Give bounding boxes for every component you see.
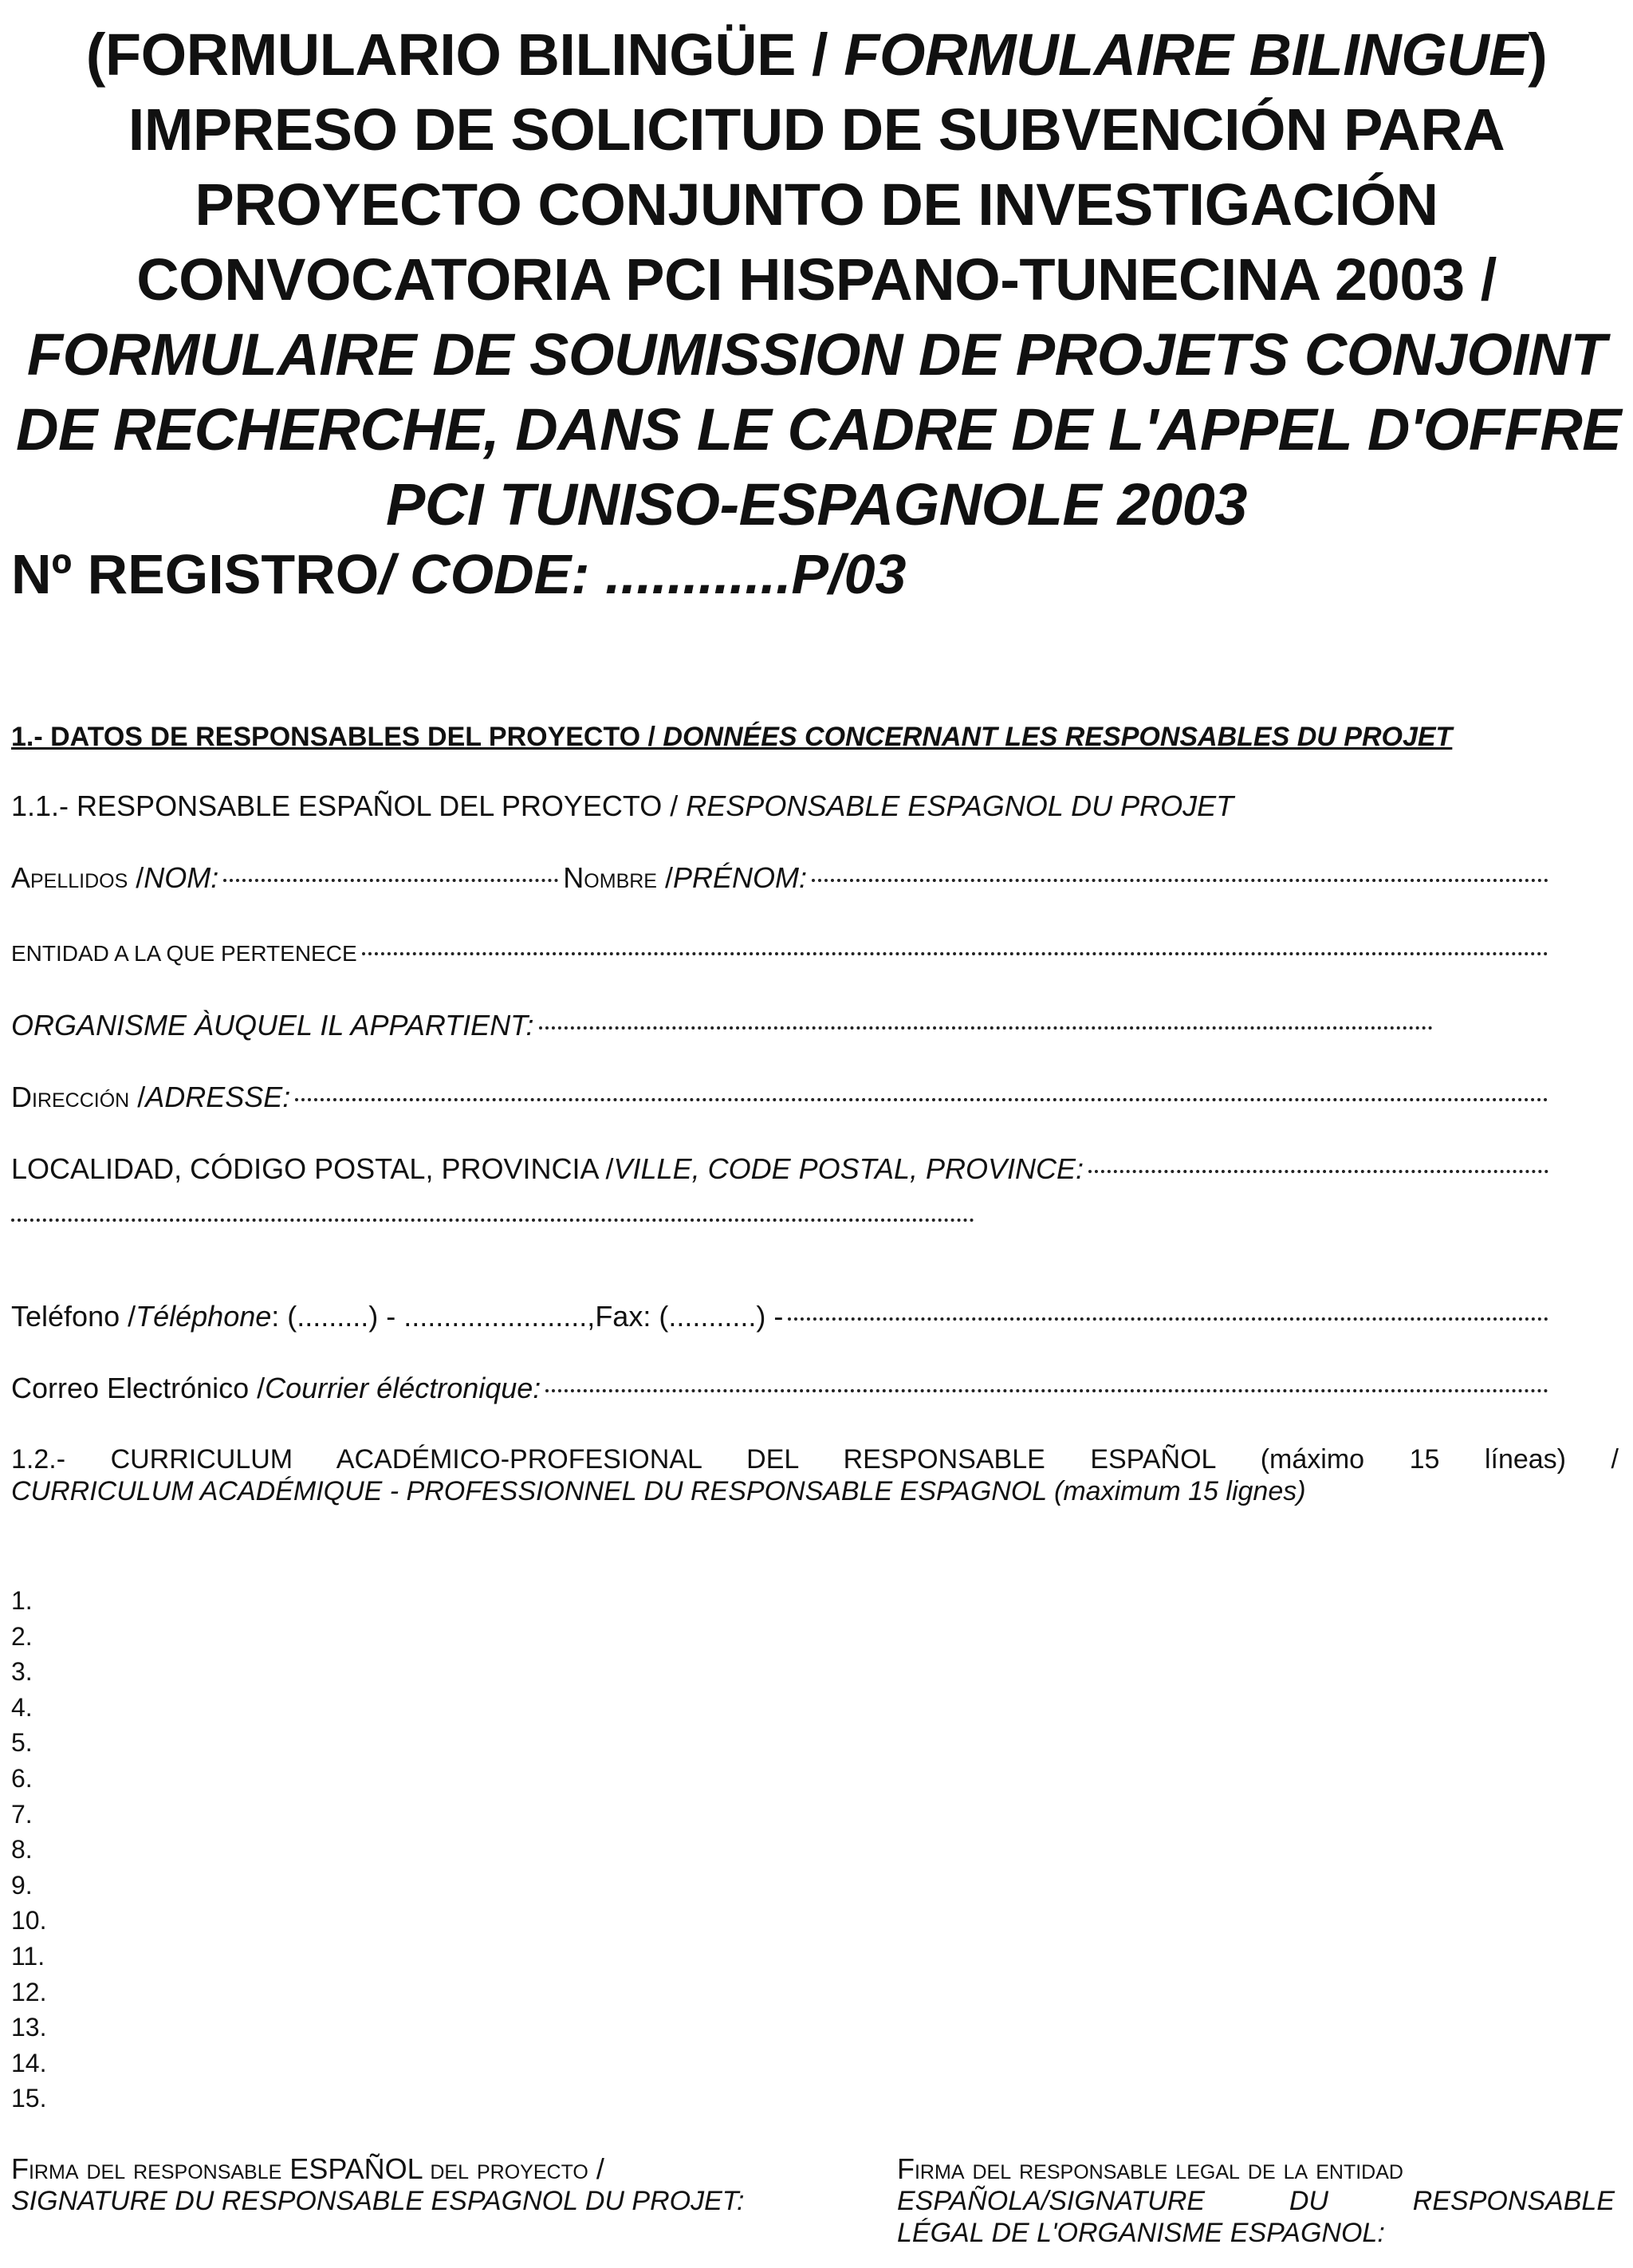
locality-field[interactable]	[1088, 1170, 1548, 1173]
organisme-row	[11, 1009, 1438, 1042]
signature-right-fr-1: ESPAÑOLA/SIGNATURE DU RESPONSABLE	[897, 2186, 1615, 2216]
phone-label-fr: Téléphone	[136, 1300, 272, 1333]
cv-line-number[interactable]: 7.	[11, 1799, 33, 1829]
address-row	[11, 1081, 1553, 1114]
signature-left-es: Firma del responsable ESPAÑOL del proyecto /	[11, 2152, 604, 2185]
signature-left-fr: SIGNATURE DU RESPONSABLE ESPAGNOL DU PROJET:	[11, 2186, 745, 2216]
cv-line-number[interactable]: 2.	[11, 1621, 33, 1651]
cv-line-number[interactable]: 5.	[11, 1728, 33, 1758]
signature-right-fr-2: LÉGAL DE L'ORGANISME ESPAGNOL:	[897, 2218, 1385, 2248]
locality-row	[11, 1152, 1553, 1186]
signature-legal-rep	[897, 2153, 1615, 2249]
title-line-4: CONVOCATORIA PCI HISPANO-TUNECINA 2003 /	[136, 246, 1497, 313]
title-line-7: PCI TUNISO-ESPAGNOLE 2003	[386, 471, 1247, 537]
fax-field[interactable]	[788, 1317, 1548, 1321]
cv-line-number[interactable]: 9.	[11, 1870, 33, 1900]
first-name-label-fr: PRÉNOM:	[672, 861, 807, 894]
registry-label-fr: / CODE: ............P/03	[379, 543, 907, 605]
surname-label-fr: NOM:	[144, 861, 219, 894]
signature-right-es: Firma del responsable legal de la entidad	[897, 2152, 1403, 2185]
locality-label-fr: VILLE, CODE POSTAL, PROVINCE:	[613, 1152, 1084, 1185]
cv-line-number[interactable]: 8.	[11, 1835, 33, 1864]
cv-line-number[interactable]: 6.	[11, 1763, 33, 1793]
locality-field-continued[interactable]	[11, 1219, 974, 1222]
cv-line-number[interactable]: 10.	[11, 1906, 47, 1935]
cv-heading-max: (maximum 15 lignes)	[1046, 1476, 1306, 1506]
cv-line-number[interactable]: 1.	[11, 1586, 33, 1615]
cv-line-number[interactable]: 3.	[11, 1657, 33, 1687]
signature-spanish-lead	[11, 2153, 744, 2217]
cv-line-number[interactable]: 12.	[11, 1977, 47, 2006]
title-line-5: FORMULAIRE DE SOUMISSION DE PROJETS CONJOINT	[26, 321, 1607, 388]
subsection-1-1-heading	[11, 789, 1234, 823]
entity-label: ENTIDAD A LA QUE PERTENECE	[11, 941, 357, 966]
cv-line-number[interactable]: 14.	[11, 2048, 47, 2077]
email-field[interactable]	[545, 1389, 1548, 1392]
title-line-1-fr: FORMULAIRE BILINGUE	[844, 22, 1529, 88]
phone-label: Teléfono /	[11, 1300, 136, 1333]
fax-label: Fax: (...........) -	[595, 1300, 784, 1333]
subsection-1-1-es: 1.1.- RESPONSABLE ESPAÑOL DEL PROYECTO /	[11, 789, 687, 822]
title-line-6: DE RECHERCHE, DANS LE CADRE DE L'APPEL D'OFFRE	[16, 396, 1622, 463]
cv-heading-fr-line	[11, 1476, 1306, 1506]
registry-code	[11, 542, 906, 606]
organisme-field[interactable]	[539, 1026, 1433, 1030]
subsection-1-1-fr: RESPONSABLE ESPAGNOL DU PROJET	[686, 789, 1234, 822]
section-1-heading-es: 1.- DATOS DE RESPONSABLES DEL PROYECTO /	[11, 722, 663, 752]
first-name-field[interactable]	[812, 879, 1548, 882]
registry-label-es: Nº REGISTRO	[11, 543, 380, 605]
first-name-label: Nombre /	[563, 861, 673, 894]
cv-numbered-lines	[11, 1583, 46, 2116]
entity-field[interactable]	[362, 952, 1548, 955]
email-label-fr: Courrier éléctronique:	[265, 1372, 541, 1404]
organisme-label: ORGANISME ÀUQUEL IL APPARTIENT:	[11, 1009, 534, 1041]
address-label: Dirección /	[11, 1081, 146, 1113]
cv-heading	[11, 1443, 1619, 1507]
section-1-heading	[11, 722, 1619, 753]
entity-row	[11, 941, 1553, 967]
locality-continuation-row	[11, 1224, 979, 1227]
cv-line-number[interactable]: 11.	[11, 1941, 45, 1971]
title-line-1-es: (FORMULARIO BILINGÜE /	[85, 22, 844, 88]
cv-line-number[interactable]: 13.	[11, 2013, 47, 2042]
address-field[interactable]	[295, 1098, 1548, 1101]
cv-line-number[interactable]: 4.	[11, 1692, 33, 1722]
phone-row	[11, 1300, 1553, 1333]
name-row	[11, 861, 1553, 895]
form-title	[16, 18, 1622, 542]
address-label-fr: ADRESSE:	[145, 1081, 291, 1113]
title-line-2: IMPRESO DE SOLICITUD DE SUBVENCIÓN PARA	[128, 96, 1505, 163]
title-line-1-end: )	[1528, 22, 1548, 88]
email-row	[11, 1372, 1553, 1405]
cv-heading-fr: CURRICULUM ACADÉMIQUE - PROFESSIONNEL DU RESPONSABLE ESPAGNOL	[11, 1476, 1047, 1506]
section-1-heading-fr: DONNÉES CONCERNANT LES RESPONSABLES DU PROJET	[663, 722, 1453, 752]
title-line-3: PROYECTO CONJUNTO DE INVESTIGACIÓN	[195, 171, 1438, 238]
cv-line-number[interactable]: 15.	[11, 2084, 47, 2113]
phone-field[interactable]: : (.........) - .......................,	[271, 1300, 596, 1333]
surname-label: Apellidos /	[11, 861, 144, 894]
title-line-1	[16, 18, 1617, 93]
cv-heading-es: 1.2.- CURRICULUM ACADÉMICO-PROFESIONAL DEL RESPONSABLE ESPAÑOL (máximo 15 líneas) /	[11, 1444, 1619, 1475]
email-label: Correo Electrónico /	[11, 1372, 266, 1404]
locality-label: LOCALIDAD, CÓDIGO POSTAL, PROVINCIA /	[11, 1152, 614, 1185]
surname-field[interactable]	[223, 879, 558, 882]
